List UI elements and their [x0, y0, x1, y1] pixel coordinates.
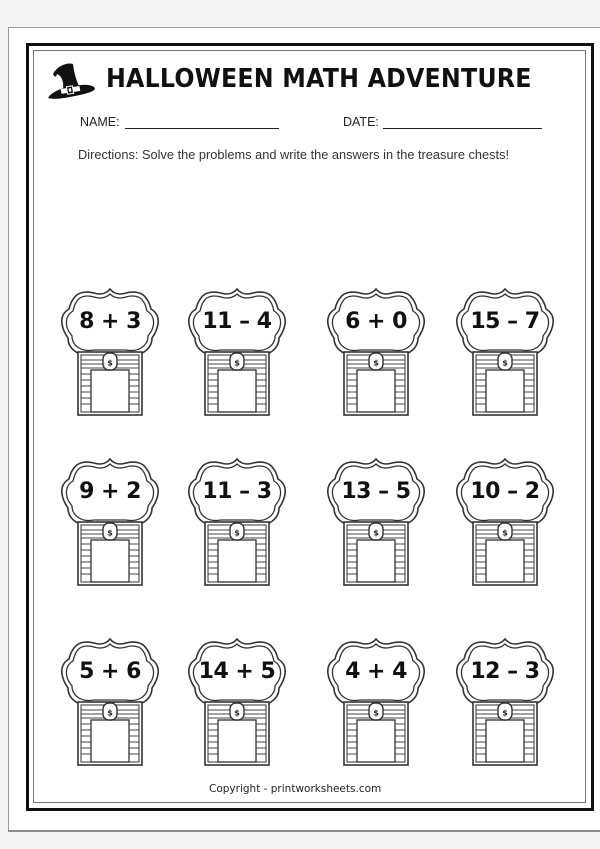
problem-expression: 9 + 2 [79, 479, 141, 504]
problem-expression: 14 + 5 [198, 659, 276, 684]
problem-expression: 12 – 3 [470, 659, 540, 684]
problem-card-10 [187, 636, 287, 768]
problem-expression: 13 – 5 [341, 479, 411, 504]
name-field[interactable] [125, 128, 279, 129]
svg-text:$: $ [107, 708, 113, 718]
svg-text:$: $ [502, 528, 508, 538]
answer-box[interactable] [219, 720, 255, 760]
problem-card-8 [455, 456, 555, 588]
problem-card-3 [326, 286, 426, 418]
svg-text:$: $ [107, 358, 113, 368]
answer-box[interactable] [487, 540, 523, 580]
answer-box[interactable] [487, 720, 523, 760]
problem-card-5 [60, 456, 160, 588]
problem-card-2 [187, 286, 287, 418]
problem-expression: 11 – 3 [202, 479, 272, 504]
name-label: NAME: [80, 115, 120, 129]
answer-box[interactable] [358, 720, 394, 760]
svg-text:$: $ [373, 708, 379, 718]
answer-box[interactable] [92, 540, 128, 580]
problem-card-9 [60, 636, 160, 768]
svg-text:$: $ [373, 358, 379, 368]
problem-card-7 [326, 456, 426, 588]
answer-box[interactable] [358, 540, 394, 580]
problem-expression: 8 + 3 [79, 309, 141, 334]
problem-card-4 [455, 286, 555, 418]
svg-text:$: $ [234, 358, 240, 368]
answer-box[interactable] [92, 720, 128, 760]
svg-text:$: $ [234, 708, 240, 718]
answer-box[interactable] [219, 370, 255, 410]
svg-text:$: $ [502, 358, 508, 368]
svg-text:$: $ [502, 708, 508, 718]
date-label: DATE: [343, 115, 379, 129]
problem-expression: 10 – 2 [470, 479, 540, 504]
svg-text:$: $ [107, 528, 113, 538]
problem-card-1 [60, 286, 160, 418]
answer-box[interactable] [92, 370, 128, 410]
problem-expression: 4 + 4 [345, 659, 407, 684]
answer-box[interactable] [487, 370, 523, 410]
problem-expression: 6 + 0 [345, 309, 407, 334]
directions-text: Directions: Solve the problems and write the answers in the treasure chests! [78, 147, 510, 162]
problem-expression: 5 + 6 [79, 659, 141, 684]
problem-card-11 [326, 636, 426, 768]
answer-box[interactable] [358, 370, 394, 410]
problem-expression: 11 – 4 [202, 309, 272, 334]
worksheet-title: HALLOWEEN MATH ADVENTURE [106, 64, 532, 94]
copyright-text: Copyright - printworksheets.com [209, 783, 382, 795]
svg-text:$: $ [373, 528, 379, 538]
problem-card-6 [187, 456, 287, 588]
witch-hat-icon [47, 60, 97, 102]
answer-box[interactable] [219, 540, 255, 580]
problem-expression: 15 – 7 [470, 309, 540, 334]
problem-card-12 [455, 636, 555, 768]
svg-text:$: $ [234, 528, 240, 538]
date-field[interactable] [383, 128, 542, 129]
